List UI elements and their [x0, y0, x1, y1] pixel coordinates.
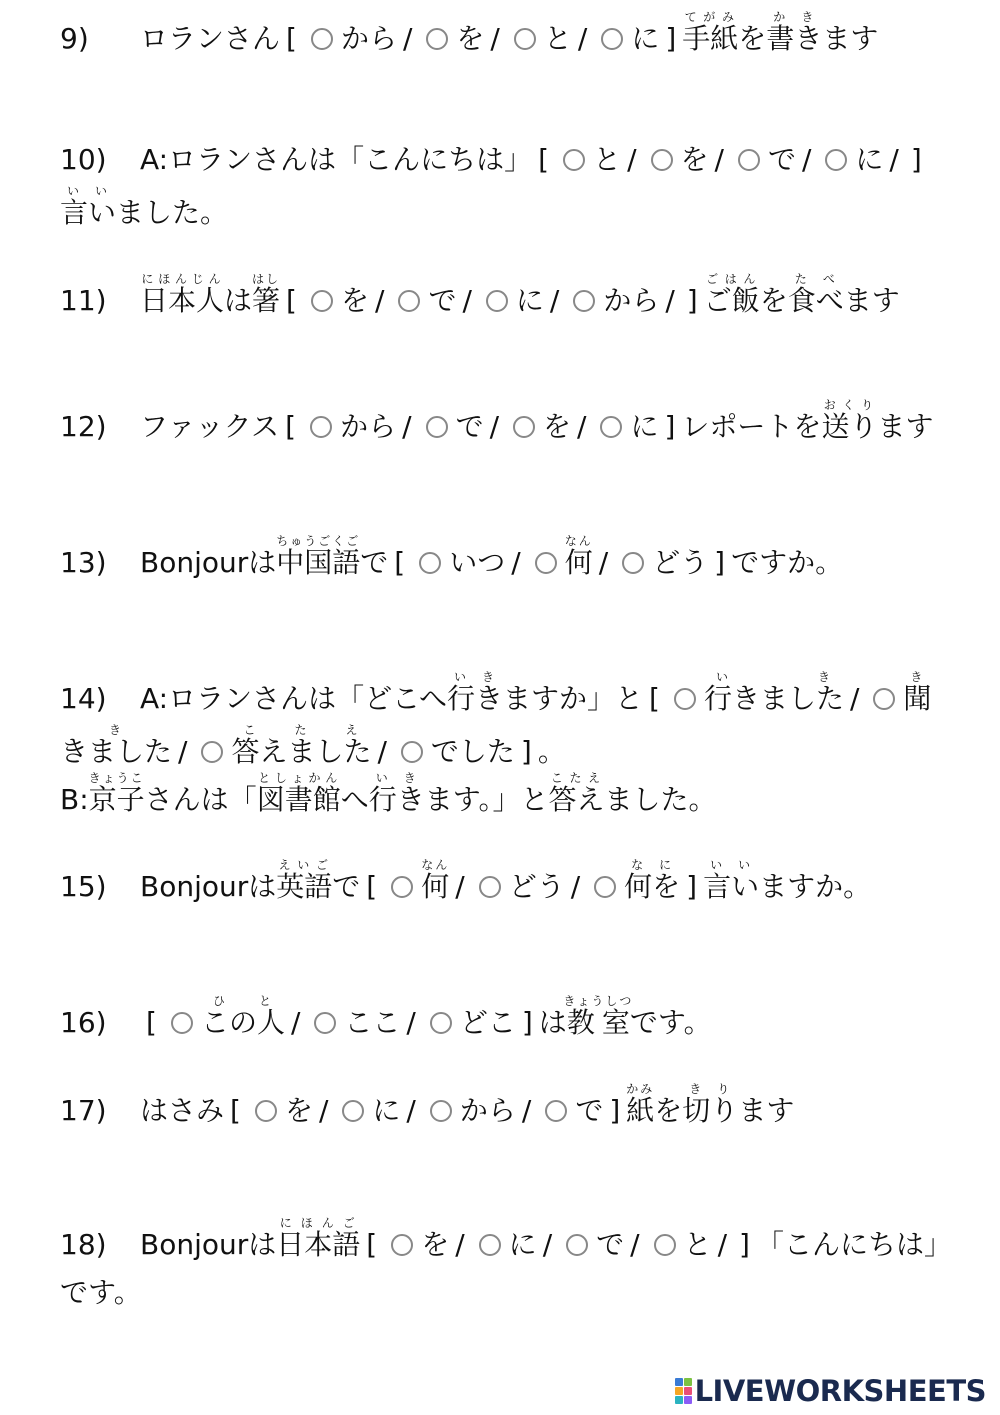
kanji-text: 書	[766, 22, 795, 55]
kanji-with-furigana	[446, 670, 503, 715]
bracket: [	[538, 143, 550, 176]
liveworksheets-logo-text: LIVEWORKSHEETS	[694, 1374, 986, 1408]
answer-option[interactable]	[334, 1094, 400, 1127]
sentence-text: ました。	[116, 196, 229, 229]
answer-option[interactable]	[303, 284, 369, 317]
bracket: ]	[520, 735, 532, 768]
option-separator: /	[511, 546, 521, 579]
option-label	[703, 670, 844, 715]
kanji-with-furigana	[88, 771, 145, 816]
answer-option[interactable]	[730, 143, 796, 176]
question-17	[60, 1082, 950, 1135]
kanji-with-furigana	[682, 10, 739, 55]
option-label: を	[456, 22, 485, 55]
furigana: はし	[252, 272, 281, 286]
option-separator: /	[801, 143, 812, 176]
answer-option[interactable]	[593, 22, 659, 55]
kanji-text: 箸	[252, 284, 281, 317]
option-separator: /	[577, 22, 588, 55]
answer-option[interactable]	[592, 410, 658, 443]
question-number: 15)	[60, 870, 107, 903]
answer-option[interactable]	[302, 410, 396, 443]
answer-option[interactable]	[418, 410, 484, 443]
kanji-with-furigana	[787, 272, 844, 317]
radio-circle-icon[interactable]	[513, 416, 535, 438]
option-label	[200, 994, 285, 1039]
bracket: [	[285, 410, 297, 443]
furigana: てがみ	[682, 10, 739, 24]
radio-circle-icon[interactable]	[311, 28, 333, 50]
answer-option[interactable]	[390, 284, 456, 317]
furigana: いき	[703, 670, 844, 684]
option-separator: /	[490, 22, 500, 55]
radio-circle-icon[interactable]	[342, 1100, 364, 1122]
option-label: から	[340, 22, 397, 55]
option-separator: /	[402, 410, 412, 443]
radio-circle-icon[interactable]	[391, 876, 413, 898]
bracket: [	[394, 546, 406, 579]
option-label: どう	[508, 870, 565, 903]
sentence-text: Bonjourは	[140, 870, 277, 903]
option-separator: /	[375, 284, 385, 317]
furigana: にほんご	[276, 1216, 361, 1230]
sentence-text: レポートを	[681, 410, 822, 443]
bracket: ]	[609, 1094, 621, 1127]
furigana: きり	[682, 1082, 739, 1096]
answer-option[interactable]	[383, 858, 450, 903]
furigana: たべ	[787, 272, 844, 286]
answer-option[interactable]	[383, 1228, 449, 1261]
answer-option[interactable]	[422, 1094, 516, 1127]
bracket: [	[649, 682, 660, 715]
kanji-with-furigana	[548, 771, 605, 816]
option-separator: /	[577, 410, 587, 443]
option-label: に	[631, 22, 660, 55]
kanji-with-furigana	[60, 184, 117, 229]
option-separator: /	[570, 870, 581, 903]
radio-circle-icon[interactable]	[563, 149, 585, 171]
radio-circle-icon[interactable]	[600, 416, 622, 438]
bracket: [	[366, 1228, 378, 1261]
question-12	[60, 398, 950, 451]
option-text: 聞きました	[60, 682, 932, 768]
furigana: こたえ	[231, 723, 372, 737]
option-label: どこ	[459, 1006, 516, 1039]
kanji-text: 日本人	[140, 284, 225, 317]
kanji-text: 日本語	[276, 1228, 361, 1261]
kanji-text: き	[794, 22, 823, 55]
option-separator: /	[889, 143, 899, 176]
option-separator: /	[714, 143, 724, 176]
radio-circle-icon[interactable]	[873, 688, 895, 710]
option-separator: /	[665, 284, 675, 317]
option-label: を	[421, 1228, 450, 1261]
option-text: 行きました	[703, 682, 844, 715]
option-label: から	[603, 284, 660, 317]
furigana: としょかん	[256, 771, 341, 785]
radio-circle-icon[interactable]	[430, 1012, 452, 1034]
radio-circle-icon[interactable]	[651, 149, 673, 171]
radio-circle-icon[interactable]	[171, 1012, 193, 1034]
question-number: 11)	[60, 284, 107, 317]
furigana: いい	[60, 184, 117, 198]
sentence-text: は	[224, 284, 253, 317]
kanji-with-furigana	[276, 858, 333, 903]
option-separator: /	[402, 22, 413, 55]
radio-circle-icon[interactable]	[391, 1234, 413, 1256]
kanji-text: 切り	[682, 1094, 739, 1127]
option-separator: /	[549, 284, 560, 317]
radio-circle-icon[interactable]	[545, 1100, 567, 1122]
question-number: 13)	[60, 546, 107, 579]
answer-option[interactable]	[646, 1228, 712, 1261]
bracket: ]	[714, 546, 726, 579]
kanji-with-furigana	[276, 534, 361, 579]
answer-option[interactable]	[418, 22, 484, 55]
sentence-text: Bonjourは	[140, 546, 277, 579]
answer-option[interactable]	[666, 670, 844, 715]
kanji-text: 教室	[563, 1006, 634, 1039]
bracket: [	[366, 870, 378, 903]
option-label: で	[767, 143, 796, 176]
question-number: 16)	[60, 1006, 107, 1039]
option-separator: /	[290, 1006, 301, 1039]
answer-option[interactable]	[565, 284, 659, 317]
sentence-text: さんは「	[144, 783, 257, 816]
radio-circle-icon[interactable]	[401, 741, 423, 763]
sentence-text: ます	[738, 1094, 795, 1127]
question-9	[60, 10, 950, 63]
option-label: で	[455, 410, 484, 443]
bracket: ]	[686, 870, 698, 903]
radio-circle-icon[interactable]	[825, 149, 847, 171]
question-13	[60, 534, 950, 587]
answer-option[interactable]	[471, 1228, 537, 1261]
option-label: に	[508, 1228, 537, 1261]
logo-square-icon	[684, 1387, 692, 1395]
furigana: いき	[368, 771, 425, 785]
kanji-with-furigana	[703, 858, 760, 903]
option-label: でした	[430, 735, 515, 768]
question-16	[60, 994, 950, 1047]
option-separator: /	[627, 143, 637, 176]
sentence-text: B:	[60, 783, 89, 816]
option-label: どう	[652, 546, 709, 579]
logo-square-icon	[675, 1387, 683, 1395]
furigana: おくり	[821, 398, 878, 412]
kanji-text: 図書館	[256, 783, 341, 816]
bracket: ]	[664, 410, 676, 443]
radio-circle-icon[interactable]	[426, 416, 448, 438]
kanji-text: 言い	[703, 870, 760, 903]
option-label: を	[543, 410, 572, 443]
bracket: [	[286, 284, 297, 317]
option-label: を	[284, 1094, 313, 1127]
sentence-text: ます	[877, 410, 934, 443]
option-separator: /	[318, 1094, 329, 1127]
sentence-text: です。	[629, 1006, 712, 1039]
option-separator: /	[406, 1094, 416, 1127]
answer-option[interactable]	[303, 22, 397, 55]
question-number: 9)	[60, 22, 89, 55]
logo-square-icon	[675, 1396, 683, 1404]
option-separator: /	[542, 1228, 553, 1261]
radio-circle-icon[interactable]	[479, 876, 501, 898]
option-separator: /	[521, 1094, 532, 1127]
sentence-text: を	[654, 1094, 683, 1127]
option-label: で	[575, 1094, 604, 1127]
kanji-with-furigana	[626, 1082, 655, 1127]
option-text: 何	[421, 870, 450, 903]
radio-circle-icon[interactable]	[419, 552, 441, 574]
sentence-text: ロランさん	[140, 22, 281, 55]
option-text: 何を	[624, 870, 681, 903]
question-number: 17)	[60, 1094, 107, 1127]
answer-option[interactable]	[478, 284, 544, 317]
answer-option[interactable]	[247, 1094, 313, 1127]
option-label: を	[680, 143, 709, 176]
radio-circle-icon[interactable]	[601, 28, 623, 50]
radio-circle-icon[interactable]	[310, 416, 332, 438]
kanji-with-furigana	[703, 272, 760, 317]
radio-circle-icon[interactable]	[486, 290, 508, 312]
kanji-text: 京子	[88, 783, 145, 816]
option-label: に	[855, 143, 884, 176]
logo-square-icon	[675, 1378, 683, 1386]
option-text: 何	[564, 546, 593, 579]
option-separator: /	[489, 410, 500, 443]
option-separator: /	[178, 735, 188, 768]
furigana: かみ	[626, 1082, 655, 1096]
sentence-text: Bonjourは	[140, 1228, 277, 1261]
liveworksheets-logo	[675, 1374, 986, 1408]
option-separator: /	[455, 870, 465, 903]
sentence-text: ます	[843, 284, 900, 317]
option-separator: /	[462, 284, 472, 317]
kanji-with-furigana	[563, 994, 634, 1039]
furigana: えいご	[276, 858, 333, 872]
answer-option[interactable]	[817, 143, 883, 176]
radio-circle-icon[interactable]	[573, 290, 595, 312]
radio-circle-icon[interactable]	[654, 1234, 676, 1256]
question-10	[60, 136, 950, 237]
radio-circle-icon[interactable]	[622, 552, 644, 574]
furigana: にほんじん	[140, 272, 224, 286]
question-18	[60, 1216, 950, 1317]
option-label: で	[596, 1228, 625, 1261]
logo-square-icon	[684, 1396, 692, 1404]
option-label	[624, 858, 681, 903]
radio-circle-icon[interactable]	[430, 1100, 452, 1122]
question-14	[60, 670, 950, 824]
option-separator: /	[598, 546, 609, 579]
sentence-text: ファックス	[140, 410, 280, 443]
sentence-text: ました。	[604, 783, 717, 816]
answer-option[interactable]	[614, 546, 708, 579]
bracket: [	[146, 1006, 157, 1039]
sentence-text: A:ロランさんは「どこへ	[140, 682, 447, 715]
bracket: ]	[686, 284, 698, 317]
option-label: に	[630, 410, 659, 443]
kanji-text: 行き	[368, 783, 425, 816]
sentence-text: 。	[537, 735, 566, 768]
option-label: に	[515, 284, 544, 317]
answer-option[interactable]	[586, 858, 681, 903]
radio-circle-icon[interactable]	[566, 1234, 588, 1256]
option-label: と	[543, 22, 572, 55]
sentence-text: を	[738, 22, 767, 55]
option-label: ここ	[344, 1006, 401, 1039]
sentence-text: ますか」と	[503, 682, 644, 715]
option-text: 答えました	[231, 735, 372, 768]
kanji-with-furigana	[256, 771, 341, 816]
answer-option[interactable]	[537, 1094, 603, 1127]
answer-option[interactable]	[506, 22, 572, 55]
option-text: この人	[200, 1006, 285, 1039]
answer-option[interactable]	[558, 1228, 624, 1261]
question-number: 12)	[60, 410, 107, 443]
sentence-text: ます	[822, 22, 879, 55]
kanji-text: 送り	[821, 410, 878, 443]
kanji-text: 行き	[446, 682, 503, 715]
radio-circle-icon[interactable]	[255, 1100, 277, 1122]
logo-square-icon	[684, 1378, 692, 1386]
bracket: ]	[739, 1228, 750, 1261]
furigana: きょうしつ	[563, 994, 634, 1008]
radio-circle-icon[interactable]	[514, 28, 536, 50]
option-label	[231, 723, 372, 768]
answer-option[interactable]	[163, 994, 285, 1039]
option-label	[421, 858, 450, 903]
furigana: なん	[564, 534, 593, 548]
kanji-with-furigana	[794, 10, 823, 55]
option-label: から	[459, 1094, 516, 1127]
option-separator: /	[455, 1228, 465, 1261]
sentence-text: は	[538, 1006, 567, 1039]
kanji-with-furigana	[821, 398, 878, 443]
bracket: [	[230, 1094, 241, 1127]
liveworksheets-logo-icon	[675, 1378, 692, 1404]
kanji-text: 言い	[60, 196, 117, 229]
kanji-with-furigana	[140, 272, 225, 317]
bracket: ]	[521, 1006, 533, 1039]
radio-circle-icon[interactable]	[594, 876, 616, 898]
furigana: こたえ	[548, 771, 605, 785]
answer-option[interactable]	[643, 143, 709, 176]
sentence-text: ますか。	[759, 870, 872, 903]
option-label: から	[340, 410, 397, 443]
answer-option[interactable]	[471, 870, 565, 903]
sentence-text: A:ロランさんは「こんにちは」	[140, 143, 533, 176]
kanji-text: 紙	[626, 1094, 655, 1127]
answer-option[interactable]	[306, 1006, 400, 1039]
option-label	[564, 534, 593, 579]
option-label: を	[340, 284, 369, 317]
radio-circle-icon[interactable]	[674, 688, 696, 710]
kanji-text: 中国語	[276, 546, 361, 579]
furigana: きょうこ	[88, 771, 145, 785]
answer-option[interactable]	[527, 534, 593, 579]
question-number: 10)	[60, 143, 107, 176]
option-label: いつ	[449, 546, 506, 579]
kanji-with-furigana	[368, 771, 425, 816]
answer-option[interactable]	[422, 1006, 516, 1039]
answer-option[interactable]	[193, 723, 372, 768]
kanji-with-furigana	[276, 1216, 361, 1261]
radio-circle-icon[interactable]	[426, 28, 448, 50]
answer-option[interactable]	[505, 410, 571, 443]
bracket: ]	[910, 143, 922, 176]
question-number: 18)	[60, 1228, 107, 1261]
answer-option[interactable]	[411, 546, 505, 579]
furigana: いき	[446, 670, 503, 684]
sentence-text: 「こんにちは」です。	[60, 1228, 938, 1309]
kanji-text: 食べ	[787, 284, 844, 317]
furigana: ごはん	[703, 272, 760, 286]
radio-circle-icon[interactable]	[479, 1234, 501, 1256]
sentence-text: で	[332, 870, 361, 903]
furigana: なに	[624, 858, 681, 872]
option-label: と	[683, 1228, 712, 1261]
sentence-text: で	[360, 546, 389, 579]
question-11	[60, 272, 950, 325]
bracket: ]	[665, 22, 677, 55]
option-separator: /	[377, 735, 387, 768]
answer-option[interactable]	[555, 143, 621, 176]
question-15	[60, 858, 950, 911]
option-separator: /	[406, 1006, 416, 1039]
kanji-with-furigana	[766, 10, 795, 55]
option-label: に	[372, 1094, 401, 1127]
sentence-text: を	[759, 284, 788, 317]
kanji-text: 答え	[548, 783, 605, 816]
kanji-text: ご飯	[703, 284, 760, 317]
option-separator: /	[849, 682, 860, 715]
answer-option[interactable]	[393, 735, 515, 768]
radio-circle-icon[interactable]	[311, 290, 333, 312]
kanji-text: 英語	[276, 870, 333, 903]
furigana: なん	[421, 858, 450, 872]
sentence-text: ます。」と	[424, 783, 549, 816]
furigana: ちゅうごくご	[276, 534, 361, 548]
furigana: か	[766, 10, 795, 24]
kanji-with-furigana	[252, 272, 281, 317]
radio-circle-icon[interactable]	[535, 552, 557, 574]
kanji-text: 手紙	[682, 22, 739, 55]
option-separator: /	[630, 1228, 640, 1261]
sentence-text: へ	[340, 783, 369, 816]
radio-circle-icon[interactable]	[398, 290, 420, 312]
option-separator: /	[717, 1228, 728, 1261]
kanji-with-furigana	[682, 1082, 739, 1127]
radio-circle-icon[interactable]	[738, 149, 760, 171]
option-label: で	[428, 284, 457, 317]
sentence-text: はさみ	[140, 1094, 225, 1127]
option-label: と	[593, 143, 622, 176]
radio-circle-icon[interactable]	[314, 1012, 336, 1034]
sentence-text: ですか。	[731, 546, 844, 579]
question-number: 14)	[60, 682, 107, 715]
furigana: いい	[703, 858, 760, 872]
furigana: きき	[60, 670, 932, 737]
furigana: ひと	[200, 994, 285, 1008]
bracket: [	[286, 22, 297, 55]
furigana: き	[794, 10, 823, 24]
radio-circle-icon[interactable]	[201, 741, 223, 763]
